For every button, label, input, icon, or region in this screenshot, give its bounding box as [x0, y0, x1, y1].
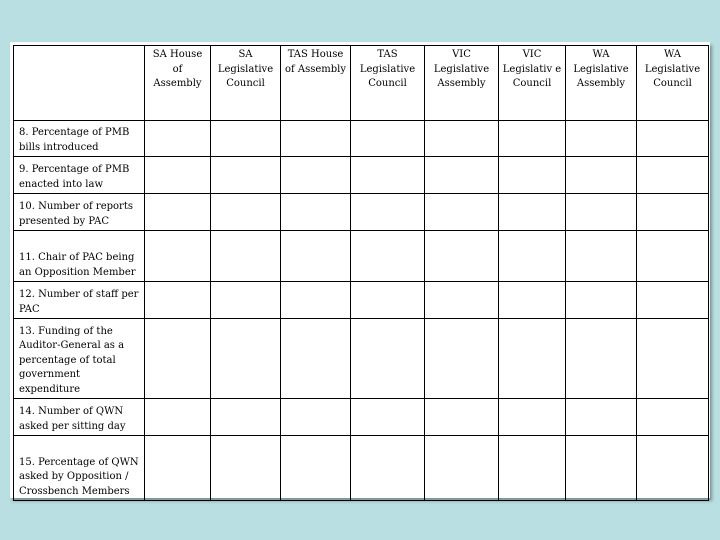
table-cell: [211, 157, 281, 194]
table-cell: [425, 436, 499, 501]
table-cell: [637, 194, 709, 231]
table-cell: [499, 399, 566, 436]
table-cell: [499, 157, 566, 194]
table-cell: [637, 157, 709, 194]
row-label-pac-reports: 10. Number of reports presented by PAC: [14, 194, 145, 231]
table-cell: [351, 231, 425, 282]
table-cell: [566, 194, 637, 231]
table-cell: [281, 121, 351, 157]
table-cell: [281, 436, 351, 501]
table-cell: [566, 399, 637, 436]
table-cell: [145, 157, 211, 194]
table-cell: [425, 194, 499, 231]
table-row: [14, 399, 709, 436]
table-cell: [351, 399, 425, 436]
table-cell: [637, 399, 709, 436]
table-cell: [499, 282, 566, 319]
table-cell: [425, 399, 499, 436]
row-label-pac-staff: 12. Number of staff per PAC: [14, 282, 145, 319]
table-cell: [566, 436, 637, 501]
table-cell: [425, 282, 499, 319]
table-cell: [145, 121, 211, 157]
table-cell: [637, 319, 709, 399]
table-cell: [145, 436, 211, 501]
column-header-tas-legislative-council: TAS Legislative Council: [351, 46, 425, 121]
table-cell: [351, 282, 425, 319]
table-row: [14, 436, 709, 501]
table-cell: [211, 194, 281, 231]
column-header-vic-legislative-assembly: VIC Legislative Assembly: [425, 46, 499, 121]
table-cell: [566, 319, 637, 399]
column-header-vic-legislative-council: VIC Legislativ e Council: [499, 46, 566, 121]
table-cell: [499, 231, 566, 282]
row-label-qwn-opposition-crossbench: 15. Percentage of QWN asked by Opposition / Crossbench Members: [14, 436, 145, 501]
table-cell: [499, 121, 566, 157]
table-cell: [145, 231, 211, 282]
table-cell: [211, 282, 281, 319]
table-cell: [281, 194, 351, 231]
table-cell: [211, 231, 281, 282]
table-cell: [351, 121, 425, 157]
row-label-pmb-introduced: 8. Percentage of PMB bills introduced: [14, 121, 145, 157]
column-header-wa-legislative-council: WA Legislative Council: [637, 46, 709, 121]
table-cell: [499, 436, 566, 501]
table-cell: [499, 194, 566, 231]
table-cell: [145, 319, 211, 399]
table-cell: [351, 319, 425, 399]
row-label-pac-chair-opposition: 11. Chair of PAC being an Opposition Member: [14, 231, 145, 282]
table-cell: [211, 436, 281, 501]
table-row: [14, 157, 709, 194]
table-cell: [281, 399, 351, 436]
table-cell: [637, 121, 709, 157]
table-cell: [425, 157, 499, 194]
table-row: [14, 282, 709, 319]
comparison-table: [13, 45, 709, 501]
table-row: [14, 319, 709, 399]
table-row: [14, 194, 709, 231]
table-cell: [566, 121, 637, 157]
table-cell: [145, 282, 211, 319]
table-row: [14, 121, 709, 157]
table-cell: [637, 282, 709, 319]
header-row: [14, 46, 709, 121]
column-header-wa-legislative-assembly: WA Legislative Assembly: [566, 46, 637, 121]
table-cell: [425, 121, 499, 157]
table-cell: [281, 157, 351, 194]
table-cell: [351, 157, 425, 194]
table-cell: [281, 231, 351, 282]
row-label-auditor-general-funding: 13. Funding of the Auditor-General as a percentage of total government expenditure: [14, 319, 145, 399]
table-cell: [637, 231, 709, 282]
table-cell: [499, 319, 566, 399]
table-cell: [566, 157, 637, 194]
table-cell: [281, 282, 351, 319]
column-header-tas-house-of-assembly: TAS House of Assembly: [281, 46, 351, 121]
table-cell: [211, 319, 281, 399]
table-cell: [351, 436, 425, 501]
table-cell: [637, 436, 709, 501]
table-cell: [211, 399, 281, 436]
table-cell: [566, 282, 637, 319]
table-cell: [145, 194, 211, 231]
table-cell: [351, 194, 425, 231]
table-cell: [211, 121, 281, 157]
table-cell: [145, 399, 211, 436]
column-header-sa-legislative-council: SA Legislative Council: [211, 46, 281, 121]
table-cell: [281, 319, 351, 399]
table-row: [14, 231, 709, 282]
row-label-pmb-enacted: 9. Percentage of PMB enacted into law: [14, 157, 145, 194]
table-cell: [425, 231, 499, 282]
table-cell: [425, 319, 499, 399]
column-header-sa-house-of-assembly: SA House of Assembly: [145, 46, 211, 121]
row-label-qwn-per-day: 14. Number of QWN asked per sitting day: [14, 399, 145, 436]
header-corner-cell: [14, 46, 145, 121]
table-cell: [566, 231, 637, 282]
